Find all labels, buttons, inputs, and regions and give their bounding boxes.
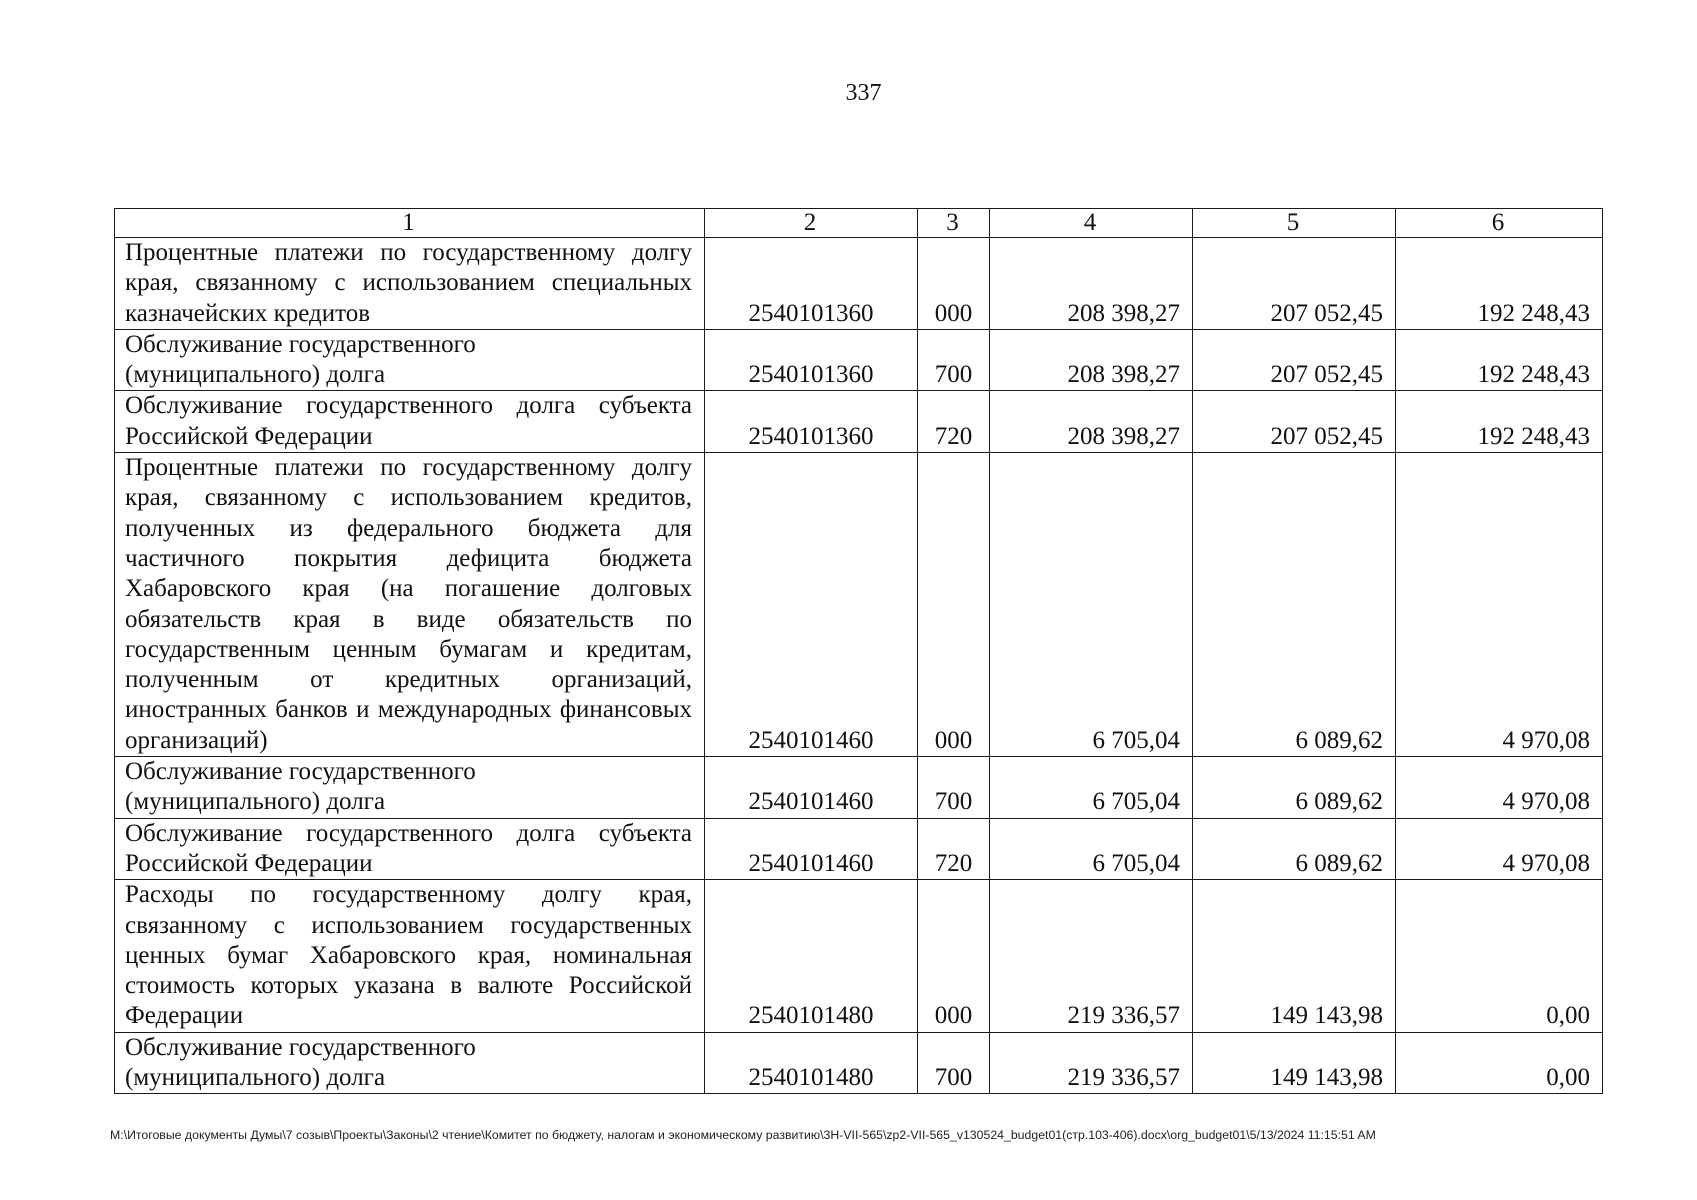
target-article-code: 2540101480 [705,880,918,1032]
target-article-code: 2540101460 [705,453,918,757]
amount-year-2: 207 052,45 [1193,238,1396,330]
amount-year-2: 6 089,62 [1193,757,1396,819]
column-number-1: 1 [115,209,705,238]
budget-table [114,208,1603,1094]
row-description-line-1: Обслуживание государственного [125,1033,476,1061]
expense-type-code: 000 [918,453,990,757]
amount-year-3: 192 248,43 [1396,329,1603,391]
row-description [115,1032,705,1094]
column-number-3: 3 [918,209,990,238]
row-description: Процентные платежи по государственному долгу края, связанному с использованием специальных казначейских кредитов [115,238,705,330]
row-description-line-1: Обслуживание государственного [125,758,476,786]
row-description: Обслуживание государственного долга субъекта Российской Федерации [115,391,705,453]
row-description-line-2: (муниципального) долга [125,1064,386,1092]
amount-year-3: 4 970,08 [1396,757,1603,819]
amount-year-1: 219 336,57 [990,1032,1193,1094]
amount-year-3: 0,00 [1396,1032,1603,1094]
table-row [115,818,1603,880]
expense-type-code: 000 [918,238,990,330]
amount-year-3: 192 248,43 [1396,391,1603,453]
amount-year-3: 192 248,43 [1396,238,1603,330]
row-description: Процентные платежи по государственному долгу края, связанному с использованием кредитов, полученных из федерального бюджета для частичного покрытия дефицита бюджета Хабаровского края (на погашение долговых обязательств края в виде обязательств по государственным ценным бумагам и кредитам, полученным от кредитных организаций, иностранных банков и международных финансовых организаций) [115,453,705,757]
table-row [115,757,1603,819]
expense-type-code: 000 [918,880,990,1032]
document-file-path-footer: M:\Итоговые документы Думы\7 созыв\Проекты\Законы\2 чтение\Комитет по бюджету, налогам и экономическому развитию\3Н-VII-565\zp2-VII-565_v130524_budget01(стр.103-406).docx\org_budget01\5/13/2024 11:15:51 AM [110,1128,1376,1142]
row-description-line-1: Обслуживание государственного [125,330,476,358]
amount-year-2: 207 052,45 [1193,391,1396,453]
target-article-code: 2540101460 [705,757,918,819]
target-article-code: 2540101360 [705,238,918,330]
target-article-code: 2540101480 [705,1032,918,1094]
row-description: Обслуживание государственного долга субъекта Российской Федерации [115,818,705,880]
amount-year-3: 0,00 [1396,880,1603,1032]
table-row [115,391,1603,453]
row-description-line-2: (муниципального) долга [125,361,386,389]
expense-type-code: 720 [918,391,990,453]
amount-year-1: 6 705,04 [990,818,1193,880]
expense-type-code: 720 [918,818,990,880]
amount-year-2: 207 052,45 [1193,329,1396,391]
amount-year-1: 208 398,27 [990,238,1193,330]
amount-year-1: 208 398,27 [990,391,1193,453]
target-article-code: 2540101360 [705,329,918,391]
amount-year-2: 6 089,62 [1193,453,1396,757]
expense-type-code: 700 [918,329,990,391]
column-number-2: 2 [705,209,918,238]
row-description-line-2: (муниципального) долга [125,788,386,816]
expense-type-code: 700 [918,757,990,819]
page-number: 337 [845,80,882,106]
column-number-5: 5 [1193,209,1396,238]
amount-year-1: 219 336,57 [990,880,1193,1032]
amount-year-2: 149 143,98 [1193,880,1396,1032]
table-row [115,238,1603,330]
table-row [115,1032,1603,1094]
column-number-4: 4 [990,209,1193,238]
row-description: Расходы по государственному долгу края, связанному с использованием государственных ценных бумаг Хабаровского края, номинальная стоимость которых указана в валюте Российской Федерации [115,880,705,1032]
table-header-row [115,209,1603,238]
table-row [115,453,1603,757]
amount-year-3: 4 970,08 [1396,453,1603,757]
amount-year-1: 6 705,04 [990,453,1193,757]
row-description [115,329,705,391]
target-article-code: 2540101460 [705,818,918,880]
amount-year-1: 6 705,04 [990,757,1193,819]
amount-year-2: 6 089,62 [1193,818,1396,880]
target-article-code: 2540101360 [705,391,918,453]
table-row [115,880,1603,1032]
amount-year-2: 149 143,98 [1193,1032,1396,1094]
column-number-6: 6 [1396,209,1603,238]
amount-year-1: 208 398,27 [990,329,1193,391]
amount-year-3: 4 970,08 [1396,818,1603,880]
table-row [115,329,1603,391]
row-description [115,757,705,819]
expense-type-code: 700 [918,1032,990,1094]
